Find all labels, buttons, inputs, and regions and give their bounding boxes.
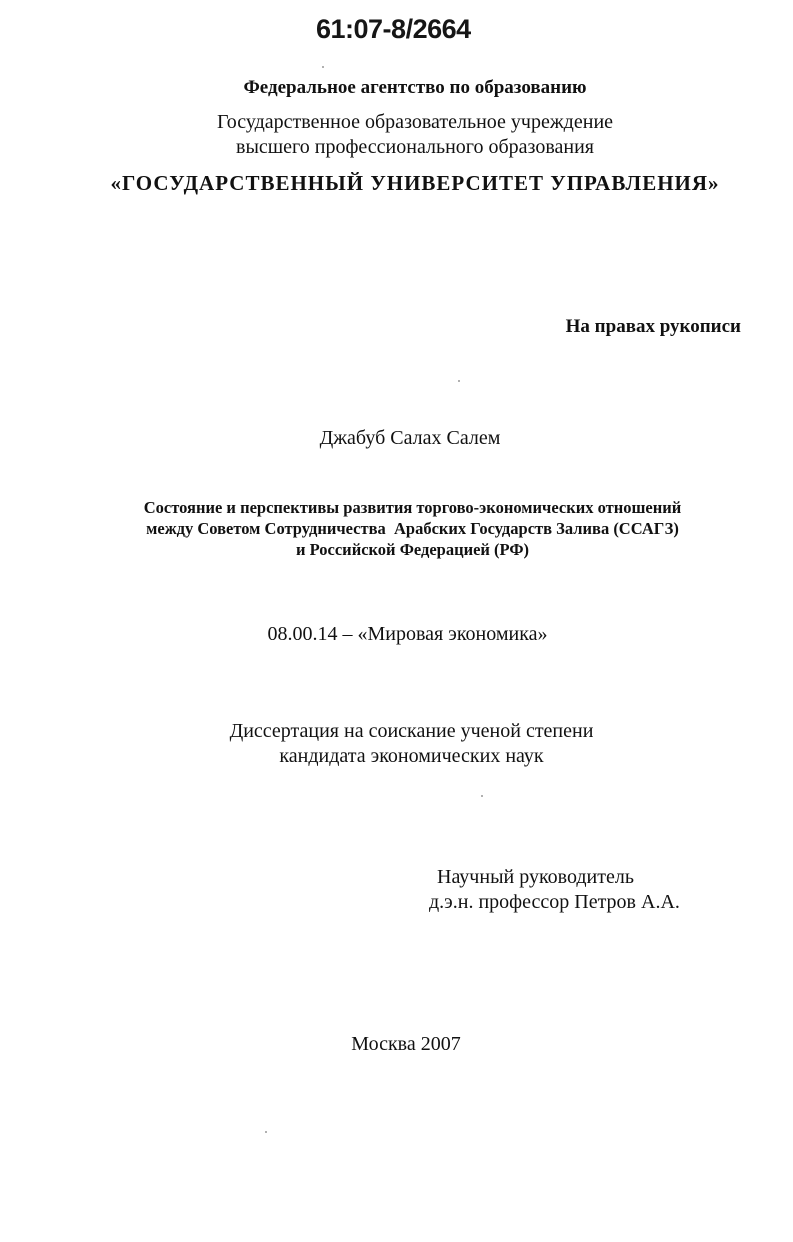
institution-line-1: Государственное образовательное учреждение: [216, 111, 614, 133]
agency-name: Федеральное агентство по образованию: [243, 77, 587, 98]
specialty-code: 08.00.14 – «Мировая экономика»: [267, 623, 548, 645]
archive-stamp-number: 61:07-8/2664: [316, 14, 471, 44]
degree-statement: [0, 719, 793, 769]
supervisor-label: Научный руководитель: [437, 866, 634, 888]
supervisor-name: д.э.н. профессор Петров А.А.: [429, 891, 680, 913]
scan-speck: [481, 795, 483, 797]
supervisor-block: [429, 865, 680, 915]
city-year: Москва 2007: [351, 1033, 461, 1055]
degree-line-1: Диссертация на соискание ученой степени: [229, 720, 594, 742]
scan-speck: [322, 66, 324, 68]
institution-block: [0, 110, 793, 160]
title-line-2: между Советом Сотрудничества Арабских Государств Залива (ССАГЗ): [146, 519, 679, 538]
institution-line-2: высшего профессионального образования: [236, 136, 594, 158]
author-name: Джабуб Салах Салем: [319, 427, 501, 449]
dissertation-title: [0, 497, 793, 560]
scan-speck: [458, 380, 460, 382]
title-line-3: и Российской Федерацией (РФ): [295, 540, 529, 559]
scan-speck: [265, 1131, 267, 1133]
rights-note: На правах рукописи: [565, 316, 741, 337]
degree-line-2: кандидата экономических наук: [279, 745, 544, 767]
university-name: «ГОСУДАРСТВЕННЫЙ УНИВЕРСИТЕТ УПРАВЛЕНИЯ»: [110, 171, 720, 195]
title-line-1: Состояние и перспективы развития торгово-экономических отношений: [143, 498, 682, 517]
